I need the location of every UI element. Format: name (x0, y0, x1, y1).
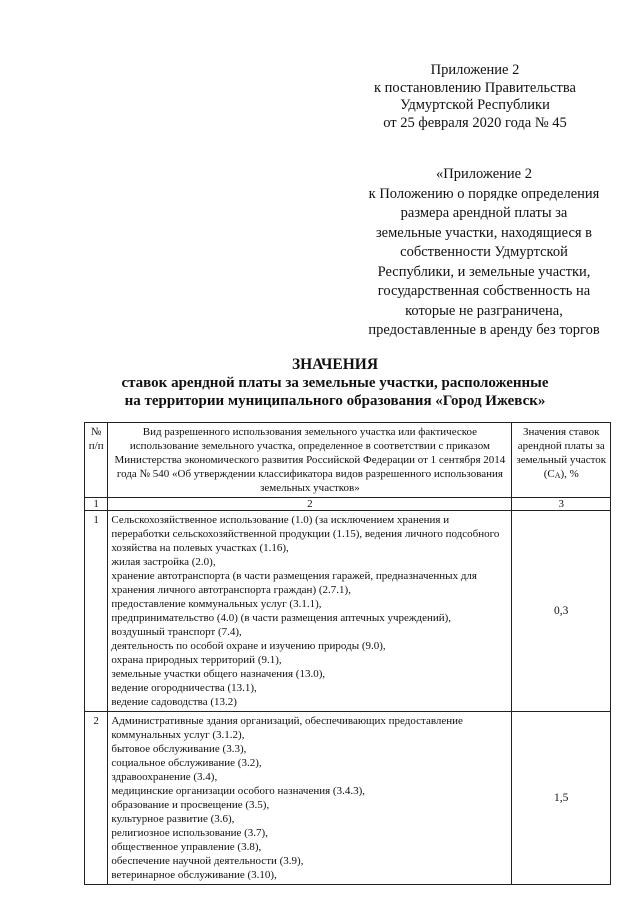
row-number: 1 (85, 511, 108, 712)
regulation-line: земельные участки, находящиеся в (375, 224, 593, 241)
title-heading: ЗНАЧЕНИЯ (291, 356, 379, 373)
usage-item: воздушный транспорт (7.4), (111, 626, 242, 638)
table-row (85, 712, 611, 885)
usage-item: предоставление коммунальных услуг (3.1.1), (111, 598, 322, 610)
header-rate-value: Значения ставок арендной платы за земельный участок (СА), % (512, 423, 611, 498)
title-subheading: ставок арендной платы за земельные участки, расположенные (121, 375, 549, 391)
usage-item: культурное развитие (3.6), (111, 813, 235, 825)
usage-list (108, 511, 512, 712)
regulation-line: Республики, и земельные участки, (377, 263, 591, 280)
title-subheading: на территории муниципального образования «Город Ижевск» (124, 393, 546, 409)
usage-item: медицинские организации особого назначения (3.4.3), (111, 785, 365, 797)
usage-item: хранение автотранспорта (в части размещения гаражей, предназначенных для хранения личного автотранспорта граждан) (2.7.1), (111, 570, 477, 596)
usage-item: ветеринарное обслуживание (3.10), (111, 869, 277, 881)
column-number: 1 (85, 498, 108, 511)
usage-item: здравоохранение (3.4), (111, 771, 218, 783)
regulation-line: государственная собственность на (377, 283, 591, 299)
table-header-row (85, 423, 611, 498)
appendix-line: Удмуртской Республики (400, 97, 550, 113)
appendix-line: Приложение 2 (430, 62, 520, 78)
usage-item: обеспечение научной деятельности (3.9), (111, 855, 304, 867)
usage-item: деятельность по особой охране и изучению природы (9.0), (111, 640, 386, 652)
usage-item: жилая застройка (2.0), (111, 556, 216, 568)
header-number: № п/п (85, 423, 108, 498)
regulation-line: предоставленные в аренду без торгов (368, 322, 600, 338)
column-number: 2 (108, 498, 512, 511)
usage-list (108, 712, 512, 885)
column-number-row (85, 498, 611, 511)
regulation-appendix-header (358, 165, 610, 341)
usage-item: ведение садоводства (13.2) (111, 696, 237, 708)
table-row (85, 511, 611, 712)
header-usage-type: Вид разрешенного использования земельного участка или фактическое использование земельного участка, определенное в соответствии с приказом Министерства экономического развития Российской Федерации от 1 сентября 2014 года № 540 «Об утверждении классификатора видов разрешенного использования земельных участков» (108, 423, 512, 498)
usage-item: Административные здания организаций, обеспечивающих предоставление коммунальных услуг (3.1.2), (111, 715, 463, 741)
document-title (60, 356, 610, 410)
usage-item: ведение огородничества (13.1), (111, 682, 257, 694)
usage-item: земельные участки общего назначения (13.0), (111, 668, 326, 680)
usage-item: социальное обслуживание (3.2), (111, 757, 262, 769)
regulation-line: размера арендной платы за (400, 205, 568, 221)
column-number: 3 (512, 498, 611, 511)
rate-value: 1,5 (512, 712, 611, 885)
regulation-line: собственности Удмуртской (400, 244, 568, 260)
usage-item: Сельскохозяйственное использование (1.0) (за исключением хранения и переработки сельскохозяйственной продукции (1.15), ведения личного подсобного хозяйства на полевых участках (1.16), (111, 514, 500, 554)
usage-item: религиозное использование (3.7), (111, 827, 268, 839)
regulation-line: «Приложение 2 (436, 166, 532, 182)
regulation-line: к Положению о порядке определения (368, 185, 600, 202)
usage-item: охрана природных территорий (9.1), (111, 654, 282, 666)
row-number: 2 (85, 712, 108, 885)
rate-value: 0,3 (512, 511, 611, 712)
usage-item: общественное управление (3.8), (111, 841, 262, 853)
regulation-line: которые не разграничена, (405, 302, 563, 319)
rates-table (84, 422, 611, 885)
usage-item: бытовое обслуживание (3.3), (111, 743, 247, 755)
appendix-date-line: от 25 февраля 2020 года № 45 (383, 114, 567, 131)
appendix-line: к постановлению Правительства (374, 79, 576, 96)
appendix-header (360, 62, 590, 132)
usage-item: предпринимательство (4.0) (в части размещения аптечных учреждений), (111, 612, 452, 624)
usage-item: образование и просвещение (3.5), (111, 799, 270, 811)
